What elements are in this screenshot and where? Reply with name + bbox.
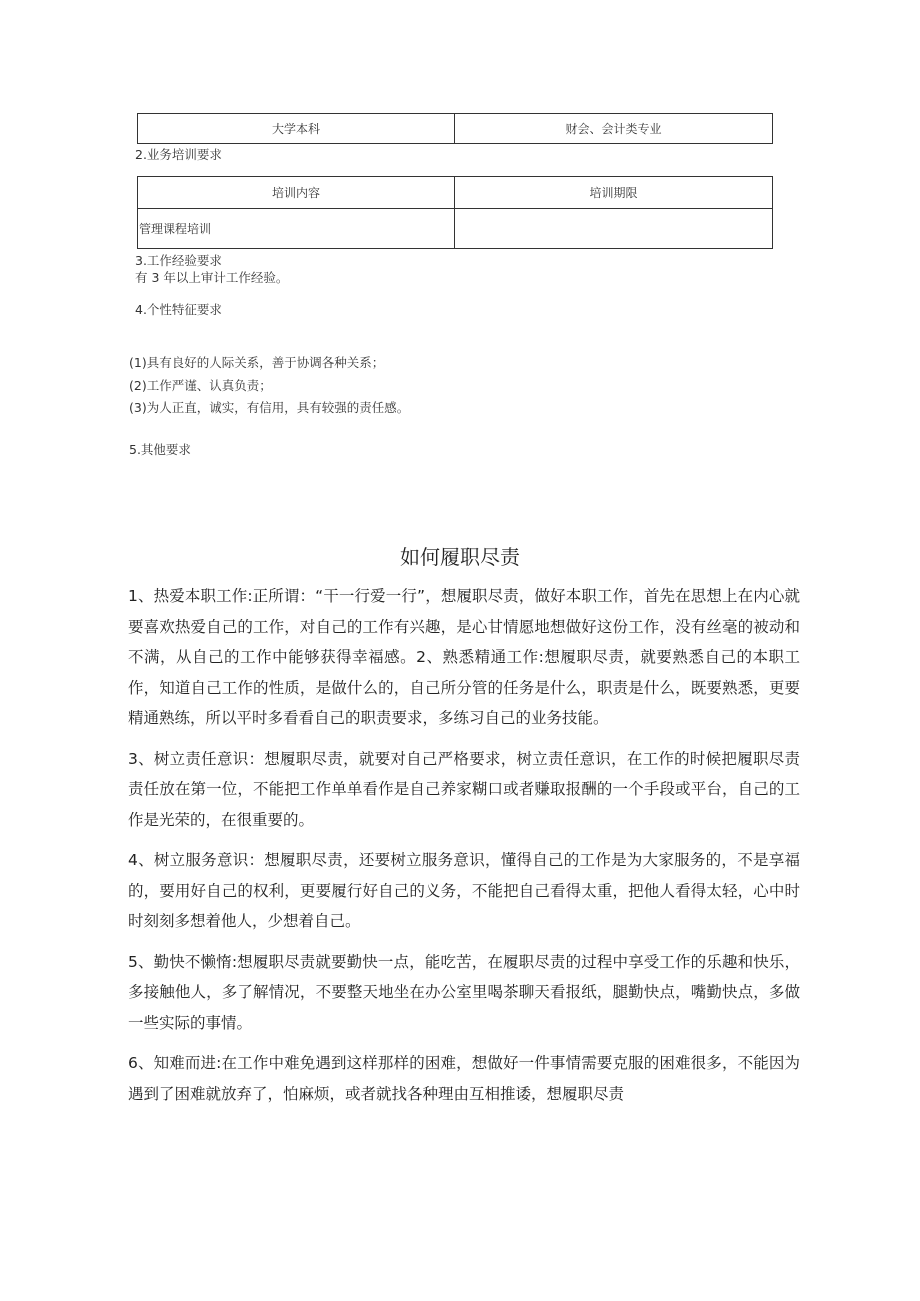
section-2-heading: 2.业务培训要求 (135, 147, 222, 162)
article-title: 如何履职尽责 (400, 545, 520, 569)
education-table (137, 113, 773, 144)
section-4-heading: 4.个性特征要求 (135, 302, 222, 317)
training-header-period: 培训期限 (455, 177, 773, 209)
education-major-cell: 财会、会计类专业 (455, 114, 773, 144)
trait-item: (3)为人正直，诚实，有信用，具有较强的责任感。 (129, 400, 410, 415)
article-paragraph: 6、知难而进:在工作中难免遇到这样那样的困难，想做好一件事情需要克服的困难很多，不能因为遇到了困难就放弃了，怕麻烦，或者就找各种理由互相推诿，想履职尽责 (128, 1054, 800, 1103)
training-table (137, 176, 773, 249)
article-paragraph: 4、树立服务意识：想履职尽责，还要树立服务意识，懂得自己的工作是为大家服务的，不是享福的，要用好自己的权利，更要履行好自己的义务，不能把自己看得太重，把他人看得太轻，心中时时刻刻多想着他人，少想着自己。 (128, 851, 800, 930)
education-degree-cell: 大学本科 (138, 114, 455, 144)
article-paragraph: 3、树立责任意识：想履职尽责，就要对自己严格要求，树立责任意识，在工作的时候把履职尽责责任放在第一位，不能把工作单单看作是自己养家糊口或者赚取报酬的一个手段或平台，自己的工作是光荣的，在很重要的。 (128, 749, 800, 829)
section-3-heading: 3.工作经验要求 (135, 253, 222, 268)
section-5-heading: 5.其他要求 (129, 442, 191, 457)
training-cell-content: 管理课程培训 (138, 209, 455, 249)
training-header-content: 培训内容 (138, 177, 455, 209)
article-paragraph: 5、勤快不懒惰:想履职尽责就要勤快一点，能吃苦，在履职尽责的过程中享受工作的乐趣和快乐，多接触他人，多了解情况，不要整天地坐在办公室里喝茶聊天看报纸，腿勤快点，嘴勤快点，多做一些实际的事情。 (128, 952, 800, 1032)
article-paragraph: 1、热爱本职工作:正所谓：“干一行爱一行”，想履职尽责，做好本职工作，首先在思想上在内心就要喜欢热爱自己的工作，对自己的工作有兴趣，是心甘情愿地想做好这份工作，没有丝毫的被动和不满，从自己的工作中能够获得幸福感。2、熟悉精通工作:想履职尽责，就要熟悉自己的本职工作，知道自己工作的性质，是做什么的，自己所分管的任务是什么，职责是什么，既要熟悉，更要精通熟练，所以平时多看看自己的职责要求，多练习自己的业务技能。 (128, 587, 800, 727)
trait-item: (2)工作严谨、认真负责； (129, 378, 272, 393)
trait-item: (1)具有良好的人际关系，善于协调各种关系； (129, 355, 385, 370)
article-body (128, 581, 800, 1109)
training-cell-period (455, 209, 773, 249)
section-3-text: 有 3 年以上审计工作经验。 (135, 270, 289, 285)
